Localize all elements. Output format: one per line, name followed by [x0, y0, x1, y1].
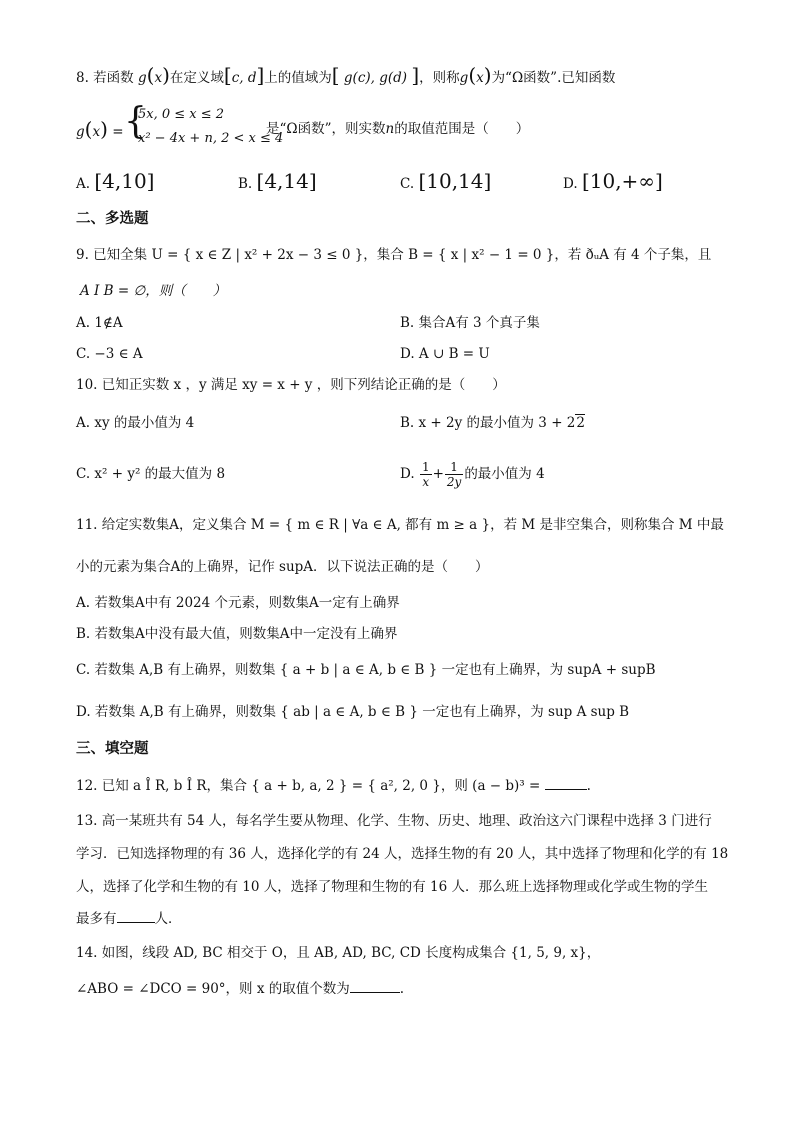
- q13-line3: 人，选择了化学和生物的有 10 人，选择了物理和生物的有 16 人．那么班上选择物理或化学或生物的学生: [76, 879, 709, 895]
- q8-option-b[interactable]: [238, 169, 317, 193]
- case-2: x² − 4x + n, 2 < x ≤ 4: [138, 131, 284, 146]
- q11-stem-line1: 11. 给定实数集A，定义集合 M = { m ∈ R | ∀a ∈ A, 都有 m ≥ a }，若 M 是非空集合，则称集合 M 中最: [76, 517, 724, 533]
- q10-option-a[interactable]: A. xy 的最小值为 4: [76, 415, 195, 431]
- q10-option-d[interactable]: [400, 456, 545, 492]
- answer-blank[interactable]: [350, 980, 400, 993]
- q8-text6: 是“Ω函数”，则实数: [266, 121, 386, 137]
- q9-stem-line1: 9. 已知全集 U = { x ∈ Z | x² + 2x − 3 ≤ 0 }，集合 B = { x | x² − 1 = 0 }，若 ðᵤA 有 4 个子集，且: [76, 247, 712, 263]
- x-symbol: x: [154, 70, 163, 86]
- case-1: 5x, 0 ≤ x ≤ 2: [138, 107, 225, 122]
- q8-line1: 8. 若函数 g(x)在定义域[c, d]上的值域为[ g(c), g(d) ]，则称g(x)为“Ω函数”.已知函数: [76, 63, 616, 87]
- q8-option-a[interactable]: [76, 169, 155, 193]
- q13-line2: 学习．已知选择物理的有 36 人，选择化学的有 24 人，选择生物的有 20 人，其中选择了物理和化学的有 18: [76, 846, 729, 862]
- q13-line4: [76, 910, 182, 928]
- q8-text3: ，则称: [419, 70, 460, 86]
- q8-option-c[interactable]: [400, 169, 492, 193]
- domain-interval: c, d: [231, 70, 257, 86]
- n-symbol: n: [385, 121, 395, 137]
- omega-term: Ω函数: [511, 70, 551, 86]
- fraction-1-over-x: $\frac{1}{x}$: [421, 460, 430, 489]
- option-label: D.: [563, 176, 578, 192]
- q14-period: .: [399, 981, 405, 997]
- option-text: [10,+∞]: [581, 169, 663, 193]
- q8-text1: 在定义域: [169, 70, 224, 86]
- q9-option-d[interactable]: D. A ∪ B = U: [400, 346, 490, 362]
- section-heading-fill-in: 三、填空题: [76, 740, 149, 757]
- answer-blank[interactable]: [117, 910, 155, 923]
- option-text: [4,14]: [256, 169, 317, 193]
- q10-option-c[interactable]: C. x² + y² 的最大值为 8: [76, 466, 226, 482]
- q9-option-b[interactable]: B. 集合A有 3 个真子集: [400, 315, 540, 331]
- q8-prefix: 8. 若函数: [76, 70, 134, 86]
- q11-stem-line2: 小的元素为集合A的上确界，记作 supA．以下说法正确的是（ ）: [76, 559, 489, 575]
- q9-option-c[interactable]: C. −3 ∈ A: [76, 346, 143, 362]
- q13-text-before-blank: 最多有: [76, 911, 117, 927]
- option-text: [4,10]: [94, 169, 155, 193]
- option-b-text: B. x + 2y 的最小值为 3 + 2: [400, 415, 576, 431]
- q13-line1: 13. 高一某班共有 54 人，每名学生要从物理、化学、生物、历史、地理、政治这六门课程中选择 3 门进行: [76, 813, 712, 829]
- option-label: A.: [76, 176, 91, 192]
- q14-text: ∠ABO = ∠DCO = 90°，则 x 的取值个数为: [76, 981, 350, 997]
- g-symbol: g: [137, 70, 147, 86]
- q12-text: 12. 已知 a Î R, b Î R，集合 { a + b, a, 2 } = { a², 2, 0 }，则 (a − b)³ =: [76, 778, 541, 794]
- fraction-1-over-2y: $\frac{1}{2y}$: [446, 460, 462, 489]
- q8-func-name: g(x) =: [76, 117, 124, 141]
- q14-line1: 14. 如图，线段 AD, BC 相交于 O，且 AB, AD, BC, CD 长度构成集合 {1, 5, 9, x}，: [76, 945, 601, 961]
- answer-blank[interactable]: [545, 777, 587, 790]
- plus-sign: +: [432, 466, 444, 482]
- q8-text4: 为“: [491, 70, 512, 86]
- q9-stem-line2: A I B = ∅，则（ ）: [80, 283, 227, 299]
- q8-text5: ”.已知函数: [550, 70, 616, 86]
- q12-stem: [76, 777, 591, 795]
- q11-option-b[interactable]: B. 若数集A中没有最大值，则数集A中一定没有上确界: [76, 626, 398, 642]
- q13-text-after-blank: 人．: [154, 911, 182, 927]
- q10-option-b[interactable]: [400, 414, 585, 432]
- q11-option-a[interactable]: A. 若数集A中有 2024 个元素，则数集A一定有上确界: [76, 595, 400, 611]
- range-interval: g(c), g(d): [343, 70, 408, 86]
- option-label: B.: [238, 176, 253, 192]
- q14-line2: [76, 980, 404, 998]
- q11-option-c[interactable]: C. 若数集 A,B 有上确界，则数集 { a + b | a ∈ A, b ∈ B } 一定也有上确界，为 supA + supB: [76, 662, 656, 678]
- q8-line2: [266, 120, 529, 138]
- equals-sign: =: [112, 124, 124, 140]
- option-label: D.: [400, 466, 415, 482]
- option-text: [10,14]: [418, 169, 492, 193]
- section-heading-multiple-choice: 二、多选题: [76, 210, 149, 227]
- q10-stem: 10. 已知正实数 x ，y 满足 xy = x + y ，则下列结论正确的是（ ）: [76, 377, 506, 393]
- q9-option-a[interactable]: A. 1∉A: [76, 315, 123, 331]
- sqrt-radicand: 2: [576, 415, 585, 431]
- option-label: C.: [400, 176, 415, 192]
- q8-text7: 的取值范围是（ ）: [394, 121, 530, 137]
- q12-period: .: [586, 778, 591, 794]
- piecewise-brace: {: [124, 101, 147, 142]
- q11-option-d[interactable]: D. 若数集 A,B 有上确界，则数集 { ab | a ∈ A, b ∈ B } 一定也有上确界，为 sup A sup B: [76, 704, 630, 720]
- option-d-text: 的最小值为 4: [464, 466, 545, 482]
- q8-option-d[interactable]: [563, 169, 663, 193]
- q8-text2: 上的值域为: [264, 70, 332, 86]
